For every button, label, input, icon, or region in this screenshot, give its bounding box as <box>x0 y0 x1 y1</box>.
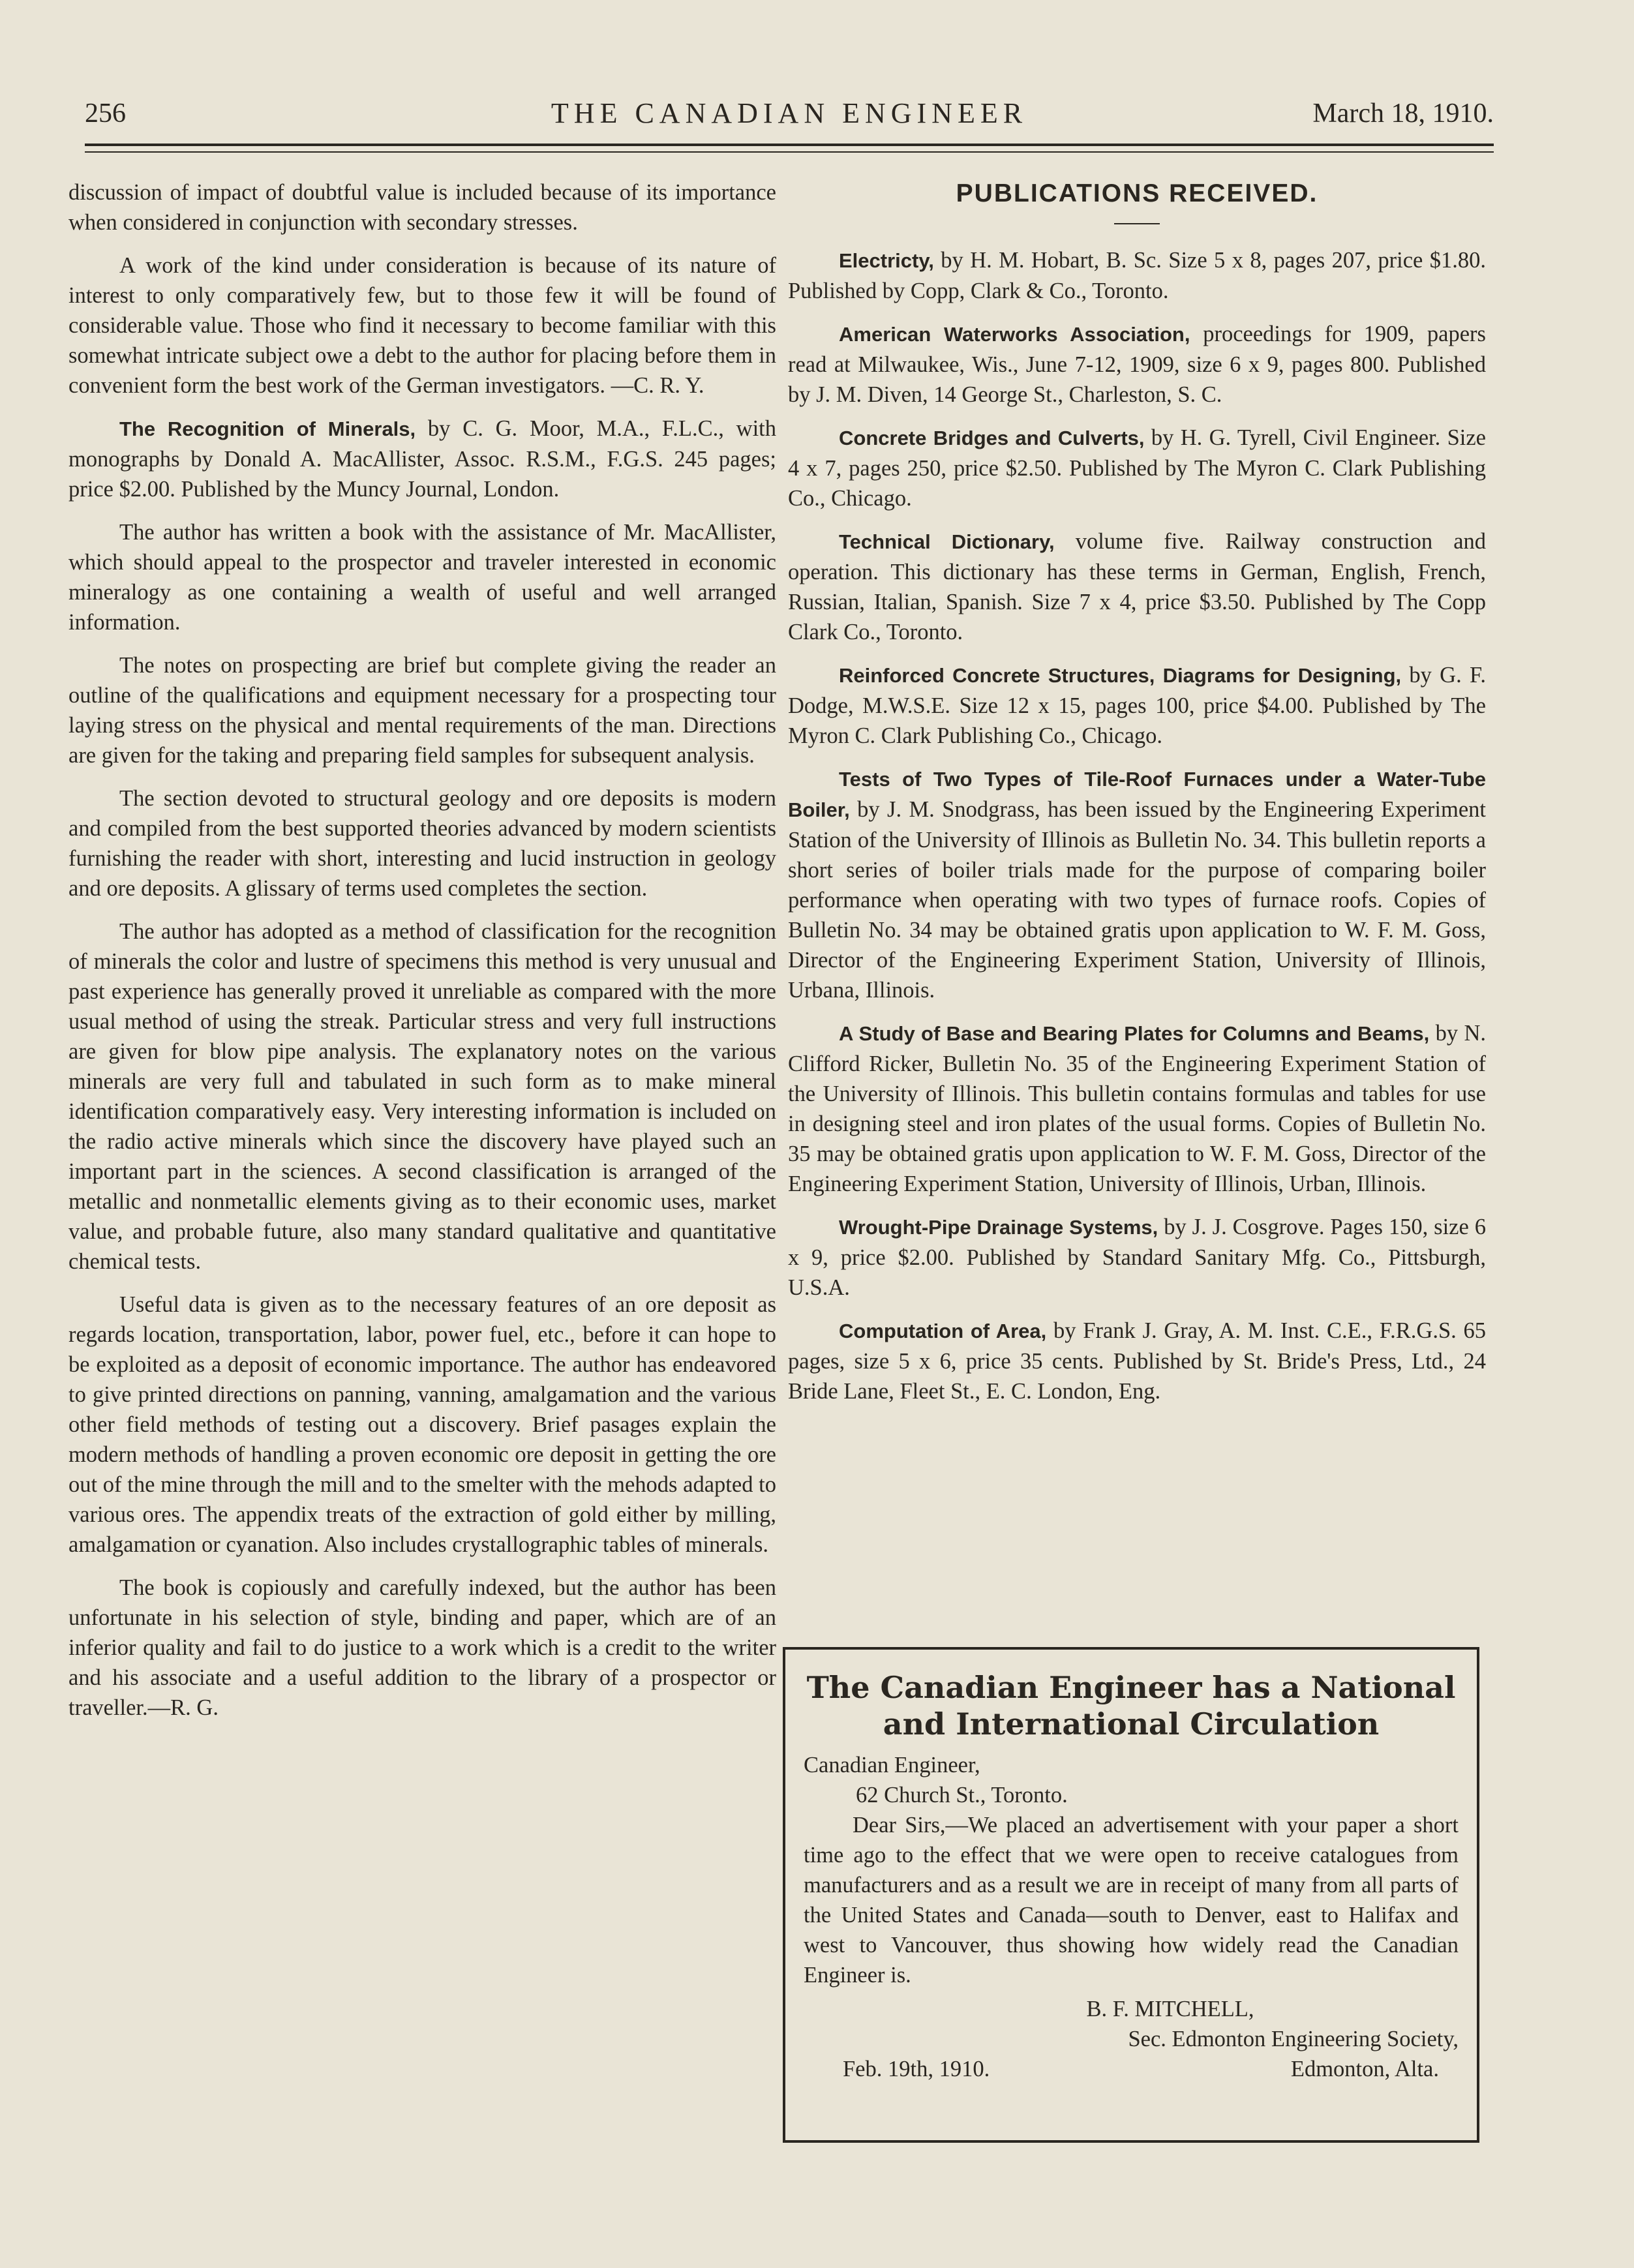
advert-address-line: Canadian Engineer, <box>804 1753 980 1777</box>
publication-entry <box>788 1316 1486 1406</box>
publication-details: by J. J. Cosgrove. Pages 150, size 6 x 9, price $2.00. Published by Standard Sanitary Mfg. Co., Pittsburgh, U.S.A. <box>788 1215 1486 1300</box>
publication-details: by J. M. Snodgrass, has been issued by the Engineering Experiment Station of the University of Illinois as Bulletin No. 34. This bulletin reports a short series of boiler trials made for the purpose of comparing boiler performance when operating with two types of furnace roofs. Copies of Bulletin No. 34 may be obtained gratis upon application to W. F. M. Goss, Director of the Engineering Experiment Station, University of Illinois, Urbana, Illinois. <box>788 797 1486 1003</box>
paragraph: Useful data is given as to the necessary features of an ore deposit as regards location, transportation, labor, power fuel, etc., before it can hope to be exploited as a deposit of economic importance. The author has endeavored to give printed directions on panning, vanning, amalgamation and the various other field methods of testing out a discovery. Brief pasages explain the modern methods of handling a proven economic ore deposit in getting the ore out of the mine through the mill and to the smelter with the mehods adapted to various ores. The appendix treats of the extraction of gold either by milling, amalgamation or cyanation. Also includes crystallographic tables of minerals. <box>68 1292 776 1557</box>
publication-title: Wrought-Pipe Drainage Systems, <box>839 1216 1158 1239</box>
section-divider <box>1114 223 1160 224</box>
publication-entry <box>788 245 1486 306</box>
advert-address-line: 62 Church St., Toronto. <box>856 1783 1068 1807</box>
publication-details: by G. F. Dodge, M.W.S.E. Size 12 x 15, pages 100, price $4.00. Published by The Myron C. Clark Publishing Co., Chicago. <box>788 663 1486 748</box>
advert-signatory-position: Sec. Edmonton Engineering Society, <box>1128 2027 1459 2051</box>
publication-details: by N. Clifford Ricker, Bulletin No. 35 of the Engineering Experiment Station of the University of Illinois. This bulletin contains formulas and tables for use in designing steel and iron plates of the usual forms. Copies of Bulletin No. 35 may be obtained gratis upon application to W. F. M. Goss, Director of the Engineering Experiment Station, University of Illinois, Urban, Illinois. <box>788 1021 1486 1196</box>
paragraph: A work of the kind under consideration is because of its nature of interest to only comparatively few, but to those few it will be found of considerable value. Those who find it necessary to become familiar with this somewhat intricate subject owe a debt to the author for placing before them in convenient form the best work of the German investigators. —C. R. Y. <box>68 253 776 398</box>
publication-title: Concrete Bridges and Culverts, <box>839 427 1145 449</box>
header-rule-thin <box>85 151 1494 153</box>
publication-entry <box>788 764 1486 1005</box>
publication-entry <box>788 423 1486 513</box>
issue-date: March 18, 1910. <box>1312 98 1494 129</box>
paragraph: The author has adopted as a method of classification for the recognition of minerals the color and lustre of specimens this method is very unusual and past experience has generally proved it unreliable as compared with the more usual method of using the streak. Particular stress and very full instructions are given for blow pipe analysis. The explanatory notes on the various minerals are very full and tabulated in such form as to make mineral identification comparatively easy. Very interesting information is included on the radio active minerals which since the discovery have played such an important part in the sciences. A second classification is arranged of the metallic and nonmetallic elements giving as to their economic uses, market value, and probable future, also many standard qualitative and quantitative chemical tests. <box>68 919 776 1274</box>
advertisement-box <box>783 1647 1479 2143</box>
publication-title: Electricty, <box>839 249 934 272</box>
publication-entry <box>788 319 1486 410</box>
paragraph: The author has written a book with the assistance of Mr. MacAllister, which should appeal to the prospector and traveler interested in economic mineralogy as one containing a wealth of useful and well arranged information. <box>68 520 776 635</box>
publication-entry <box>788 526 1486 647</box>
publication-title: Technical Dictionary, <box>839 530 1055 553</box>
paragraph: The notes on prospecting are brief but complete giving the reader an outline of the qualifications and equipment necessary for a prospecting tour laying stress on the physical and mental requirements of the man. Directions are given for the taking and preparing field samples for subsequent analysis. <box>68 653 776 768</box>
publication-title: Computation of Area, <box>839 1320 1047 1342</box>
page-header <box>85 91 1494 137</box>
advert-place: Edmonton, Alta. <box>1290 2057 1439 2081</box>
publication-details: by Frank J. Gray, A. M. Inst. C.E., F.R.G.S. 65 pages, size 5 x 6, price 35 cents. Published by St. Bride's Press, Ltd., 24 Bride Lane, Fleet St., E. C. London, Eng. <box>788 1318 1487 1404</box>
review-entry <box>68 414 776 504</box>
advert-letter-body: Dear Sirs,—We placed an advertisement with your paper a short time ago to the effect that we were open to receive catalogues from manufacturers and as a result we are in receipt of many from all parts of the United States and Canada—south to Denver, east to Halifax and west to Vancouver, thus showing how widely read the Canadian Engineer is. <box>804 1813 1459 1988</box>
advert-date: Feb. 19th, 1910. <box>843 2057 990 2081</box>
publication-details: by H. M. Hobart, B. Sc. Size 5 x 8, pages 207, price $1.80. Published by Copp, Clark & Co., Toronto. <box>788 248 1486 303</box>
section-heading: PUBLICATIONS RECEIVED. <box>956 179 1318 207</box>
left-column <box>68 177 776 1736</box>
paragraph: The book is copiously and carefully indexed, but the author has been unfortunate in his selection of style, binding and paper, which are of an inferior quality and fail to do justice to a work which is a credit to the writer and his associate and a useful addition to the library of a prospector or traveller.—R. G. <box>68 1575 776 1720</box>
advertisement-title: The Canadian Engineer has a National and International Circulation <box>806 1670 1456 1742</box>
journal-title: THE CANADIAN ENGINEER <box>551 97 1028 129</box>
review-details: by C. G. Moor, M.A., F.L.C., with monographs by Donald A. MacAllister, Assoc. R.S.M., F.G.S. 245 pages; price $2.00. Published by the Muncy Journal, London. <box>68 416 776 502</box>
publication-details: proceedings for 1909, papers read at Milwaukee, Wis., June 7-12, 1909, size 6 x 9, pages 800. Published by J. M. Diven, 14 George St., Charleston, S. C. <box>788 322 1486 407</box>
advert-signature: B. F. MITCHELL, <box>1086 1997 1254 2021</box>
publication-entry <box>788 1018 1486 1199</box>
publication-title: A Study of Base and Bearing Plates for Columns and Beams, <box>839 1022 1430 1045</box>
publication-title: American Waterworks Association, <box>839 323 1190 346</box>
publication-entry <box>788 1212 1486 1303</box>
publication-entry <box>788 660 1486 751</box>
right-column <box>788 177 1486 1419</box>
page-number: 256 <box>85 98 126 129</box>
review-book-title: The Recognition of Minerals, <box>119 417 416 440</box>
header-rule-thick <box>85 144 1494 146</box>
paragraph: The section devoted to structural geology and ore deposits is modern and compiled from the best supported theories advanced by modern scientists furnishing the reader with short, interesting and lucid instruction in geology and ore deposits. A glissary of terms used completes the section. <box>68 786 776 901</box>
publication-details: by H. G. Tyrell, Civil Engineer. Size 4 x 7, pages 250, price $2.50. Published by The Myron C. Clark Publishing Co., Chicago. <box>788 425 1486 511</box>
paragraph: discussion of impact of doubtful value is included because of its importance when considered in conjunction with secondary stresses. <box>68 180 776 235</box>
publication-title: Reinforced Concrete Structures, Diagrams for Designing, <box>839 664 1402 687</box>
advert-footer-line <box>804 2054 1459 2084</box>
publication-title: Tests of Two Types of Tile-Roof Furnaces under a Water-Tube Boiler, <box>788 768 1486 821</box>
publication-details: volume five. Railway construction and operation. This dictionary has these terms in German, English, French, Russian, Italian, Spanish. Size 7 x 4, price $3.50. Published by The Copp Clark Co., Toronto. <box>788 529 1487 644</box>
